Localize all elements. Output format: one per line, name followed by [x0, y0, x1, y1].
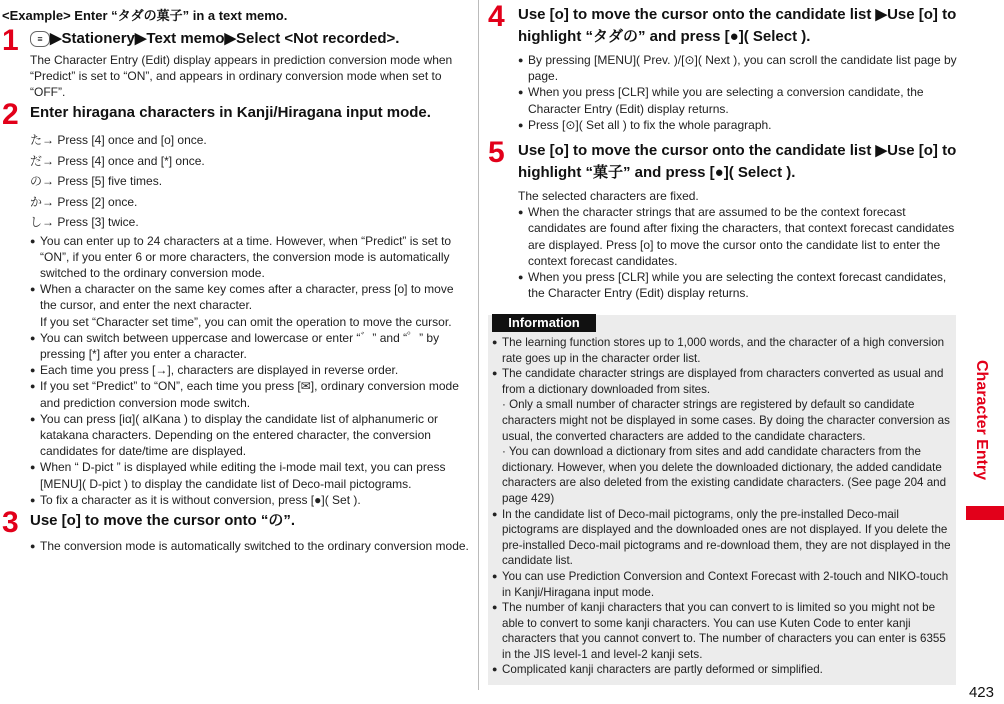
bullet: ● You can switch between uppercase and lowercase or enter “゛” and “゜” by pressing [*] after you enter a character. — [30, 330, 470, 362]
column-divider — [478, 0, 479, 690]
key-line: た→ Press [4] once and [o] once. — [30, 133, 207, 147]
side-index-label: Character Entry — [973, 360, 990, 481]
step-number: 2 — [2, 98, 19, 131]
bullet: ● The candidate character strings are displayed from characters converted as usual and from a dictionary downloaded from sites. — [492, 366, 952, 397]
side-index-marker — [966, 506, 1004, 520]
bullet: ● You can press [iα]( aIKana ) to display the candidate list of alphanumeric or katakana characters. Depending on the entered character, the conversion candidates for date/time are displayed. — [30, 411, 470, 460]
step-number: 3 — [2, 506, 19, 539]
step-heading — [30, 28, 470, 50]
bullet: ● When the character strings that are assumed to be the context forecast candidates are found after fixing the characters, that context forecast candidates are displayed. Press [o] to move the cursor onto the candidate list to enter the context forecast candidates. — [518, 204, 958, 269]
step-text: The selected characters are fixed. — [518, 189, 699, 203]
menu-key-icon: ≡ — [30, 31, 50, 47]
bullet: ● When a character on the same key comes after a character, press [o] to move the cursor, and enter the next character. — [30, 281, 470, 313]
step-number: 5 — [488, 136, 505, 169]
key-line: か→ Press [2] once. — [30, 194, 138, 209]
step-number: 1 — [2, 24, 19, 57]
bullet: ● Each time you press [→], characters are displayed in reverse order. — [30, 362, 470, 378]
information-body — [492, 335, 952, 678]
bullet: ● When you press [CLR] while you are selecting a conversion candidate, the Character Entry (Edit) display returns. — [518, 84, 958, 116]
step-heading: Use [o] to move the cursor onto the candidate list ▶Use [o] to highlight “菓子” and press [●]( Select ). — [518, 142, 957, 181]
bullet: ● The learning function stores up to 1,000 words, and the character of a high conversion rate goes up in the character order list. — [492, 335, 952, 366]
bullet: ● To fix a character as it is without conversion, press [●]( Set ). — [30, 492, 470, 508]
bullet: ● Complicated kanji characters are partly deformed or simplified. — [492, 662, 952, 678]
bullet: ● You can use Prediction Conversion and Context Forecast with 2-touch and NIKO-touch in Kanji/Hiragana input mode. — [492, 569, 952, 600]
bullet: ● In the candidate list of Deco-mail pictograms, only the pre-installed Deco-mail pictograms are displayed and the downloaded ones are not displayed. If you delete the pre-installed Deco-mail pictograms and re-download them, they are not displayed in the candidate list. — [492, 507, 952, 569]
sub-note: · Only a small number of character strings are registered by default so candidate characters might not be displayed in some cases. By doing the character conversion as usual, the converted characters are added to the candidate characters. — [502, 398, 950, 443]
key-line: だ→ Press [4] once and [*] once. — [30, 153, 205, 168]
information-tab: Information — [492, 314, 596, 332]
example-title: <Example> Enter “タダの菓子” in a text memo. — [2, 8, 288, 23]
page-number: 423 — [968, 684, 994, 701]
step-body — [518, 52, 958, 133]
bullet: ● When you press [CLR] while you are selecting the context forecast candidates, the Character Entry (Edit) display returns. — [518, 269, 958, 301]
step-body — [30, 130, 470, 508]
bullet: ● The conversion mode is automatically switched to the ordinary conversion mode. — [30, 538, 470, 554]
information-box — [488, 315, 956, 685]
bullet: ● Press [⊙]( Set all ) to fix the whole paragraph. — [518, 117, 958, 133]
step-body: The Character Entry (Edit) display appears in prediction conversion mode when “Predict” is set to “ON”, and appears in ordinary conversion mode when set to “OFF”. — [30, 53, 453, 100]
step-number: 4 — [488, 0, 505, 33]
step-heading: Use [o] to move the cursor onto the candidate list ▶Use [o] to highlight “タダの” and press [●]( Select ). — [518, 6, 957, 45]
bullet: ● If you set “Predict” to “ON”, each time you press [✉], ordinary conversion mode and prediction conversion mode switch. — [30, 378, 470, 410]
step-body — [518, 188, 958, 301]
step-heading-text: ▶Stationery▶Text memo▶Select <Not recorded>. — [50, 30, 400, 47]
step-heading: Enter hiragana characters in Kanji/Hiragana input mode. — [30, 104, 431, 121]
note: If you set “Character set time”, you can omit the operation to move the cursor. — [40, 314, 452, 329]
side-index — [966, 0, 1004, 704]
key-line: し→ Press [3] twice. — [30, 215, 139, 229]
step-body — [30, 538, 470, 554]
step-heading: Use [o] to move the cursor onto “の”. — [30, 512, 296, 529]
key-line: の→ Press [5] five times. — [30, 174, 163, 188]
sub-note: · You can download a dictionary from sites and add candidate characters from the dictionary. However, when you delete the downloaded dictionary, the added candidate characters are also deleted from the existing candidate characters. (See page 204 and page 429) — [502, 445, 947, 505]
bullet: ● The number of kanji characters that you can convert to is limited so you might not be able to convert to some kanji characters. You can use Kuten Code to enter kanji characters that you cannot convert to. The number of characters you can enter is 6355 in the JIS level-1 and level-2 kanji sets. — [492, 600, 952, 662]
bullet: ● By pressing [MENU]( Prev. )/[⊙]( Next ), you can scroll the candidate list page by page. — [518, 52, 958, 84]
bullet: ● When “ D-pict ” is displayed while editing the i-mode mail text, you can press [MENU]( D-pict ) to display the candidate list of Deco-mail pictograms. — [30, 459, 470, 491]
bullet: ● You can enter up to 24 characters at a time. However, when “Predict” is set to “ON”, if you enter 6 or more characters, the conversion mode is automatically switched to the ordinary conversion mode. — [30, 233, 470, 282]
